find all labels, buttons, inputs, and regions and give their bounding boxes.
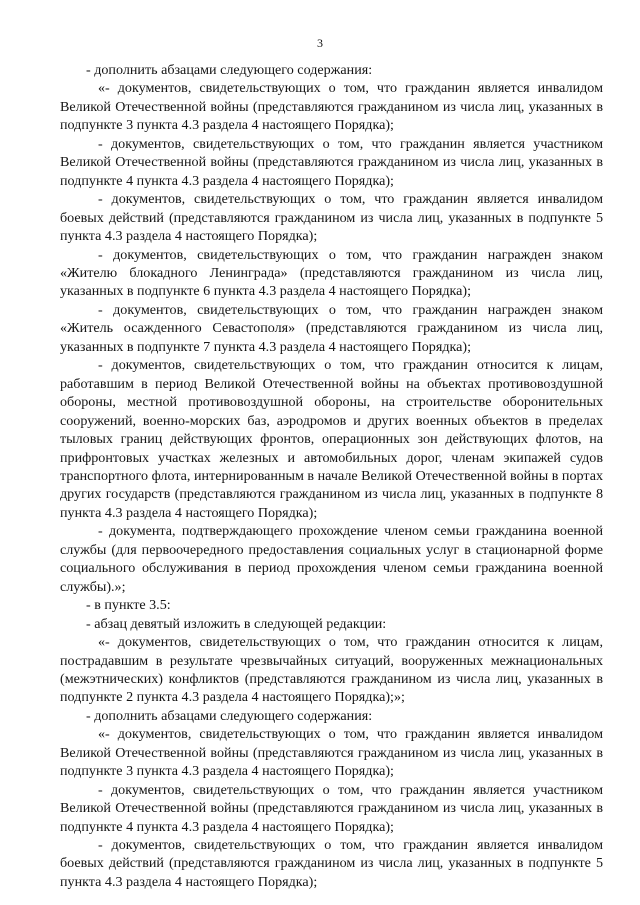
paragraph-8: - документа, подтверждающего прохождение членом семьи гражданина военной службы (для первоочередного предоставления социальных услуг в стационарной форме социального обслуживания в период прохождения членом семьи гражданина военной службы).»; bbox=[60, 523, 603, 595]
paragraph-6: - документов, свидетельствующих о том, что гражданин награжден знаком «Житель осажденного Севастополя» (представляются гражданином из числа лиц, указанных в подпункте 7 пункта 4.3 раздела 4 настоящего Порядка); bbox=[60, 301, 603, 355]
paragraph-5: - документов, свидетельствующих о том, что гражданин награжден знаком «Жителю блокадного Ленинграда» (представляются гражданином из числа лиц, указанных в подпункте 6 пункта 4.3 раздела 4 настоящего Порядка); bbox=[60, 246, 603, 300]
paragraph-11: «- документов, свидетельствующих о том, что гражданин относится к лицам, пострадавшим в результате чрезвычайных ситуаций, вооруженных межнациональных (межэтнических) конфликтов (представляются гражданином из числа лиц, указанных в подпункте 2 пункта 4.3 раздела 4 настоящего Порядка);»; bbox=[60, 634, 603, 706]
paragraph-4: - документов, свидетельствующих о том, что гражданин является инвалидом боевых действий (представляются гражданином из числа лиц, указанных в подпункте 5 пункта 4.3 раздела 4 настоящего Порядка); bbox=[60, 191, 603, 245]
paragraph-13: «- документов, свидетельствующих о том, что гражданин является инвалидом Великой Отечественной войны (представляются гражданином из числа лиц, указанных в подпункте 3 пункта 4.3 раздела 4 настоящего Порядка); bbox=[60, 726, 603, 780]
paragraph-3: - документов, свидетельствующих о том, что гражданин является участником Великой Отечественной войны (представляются гражданином из числа лиц, указанных в подпункте 4 пункта 4.3 раздела 4 настоящего Порядка); bbox=[60, 135, 603, 189]
paragraph-12: - дополнить абзацами следующего содержания: bbox=[86, 707, 373, 724]
paragraph-1: - дополнить абзацами следующего содержания: bbox=[86, 62, 373, 78]
document-body bbox=[60, 61, 603, 891]
page-number: 3 bbox=[317, 36, 323, 50]
paragraph-7: - документов, свидетельствующих о том, что гражданин относится к лицам, работавшим в период Великой Отечественной войны на объектах противовоздушной обороны, местной противовоздушной обороны, на строительстве оборонительных сооружений, военно-морских баз, аэродромов и других военных объектов в пределах тыловых границ действующих фронтов, операционных зон действующих флотов, на прифронтовых участках железных и автомобильных дорог, членам экипажей судов транспортного флота, интернированным в начале Великой Отечественной войны в портах других государств (представляются гражданином из числа лиц, указанных в подпункте 8 пункта 4.3 раздела 4 настоящего Порядка); bbox=[60, 357, 603, 521]
paragraph-14: - документов, свидетельствующих о том, что гражданин является участником Великой Отечественной войны (представляются гражданином из числа лиц, указанных в подпункте 4 пункта 4.3 раздела 4 настоящего Порядка); bbox=[60, 781, 603, 835]
paragraph-10: - абзац девятый изложить в следующей редакции: bbox=[86, 615, 387, 632]
paragraph-9: - в пункте 3.5: bbox=[86, 597, 171, 614]
paragraph-2: «- документов, свидетельствующих о том, что гражданин является инвалидом Великой Отечественной войны (представляются гражданином из числа лиц, указанных в подпункте 3 пункта 4.3 раздела 4 настоящего Порядка); bbox=[60, 80, 603, 134]
paragraph-15: - документов, свидетельствующих о том, что гражданин является инвалидом боевых действий (представляются гражданином из числа лиц, указанных в подпункте 5 пункта 4.3 раздела 4 настоящего Порядка); bbox=[60, 837, 603, 890]
